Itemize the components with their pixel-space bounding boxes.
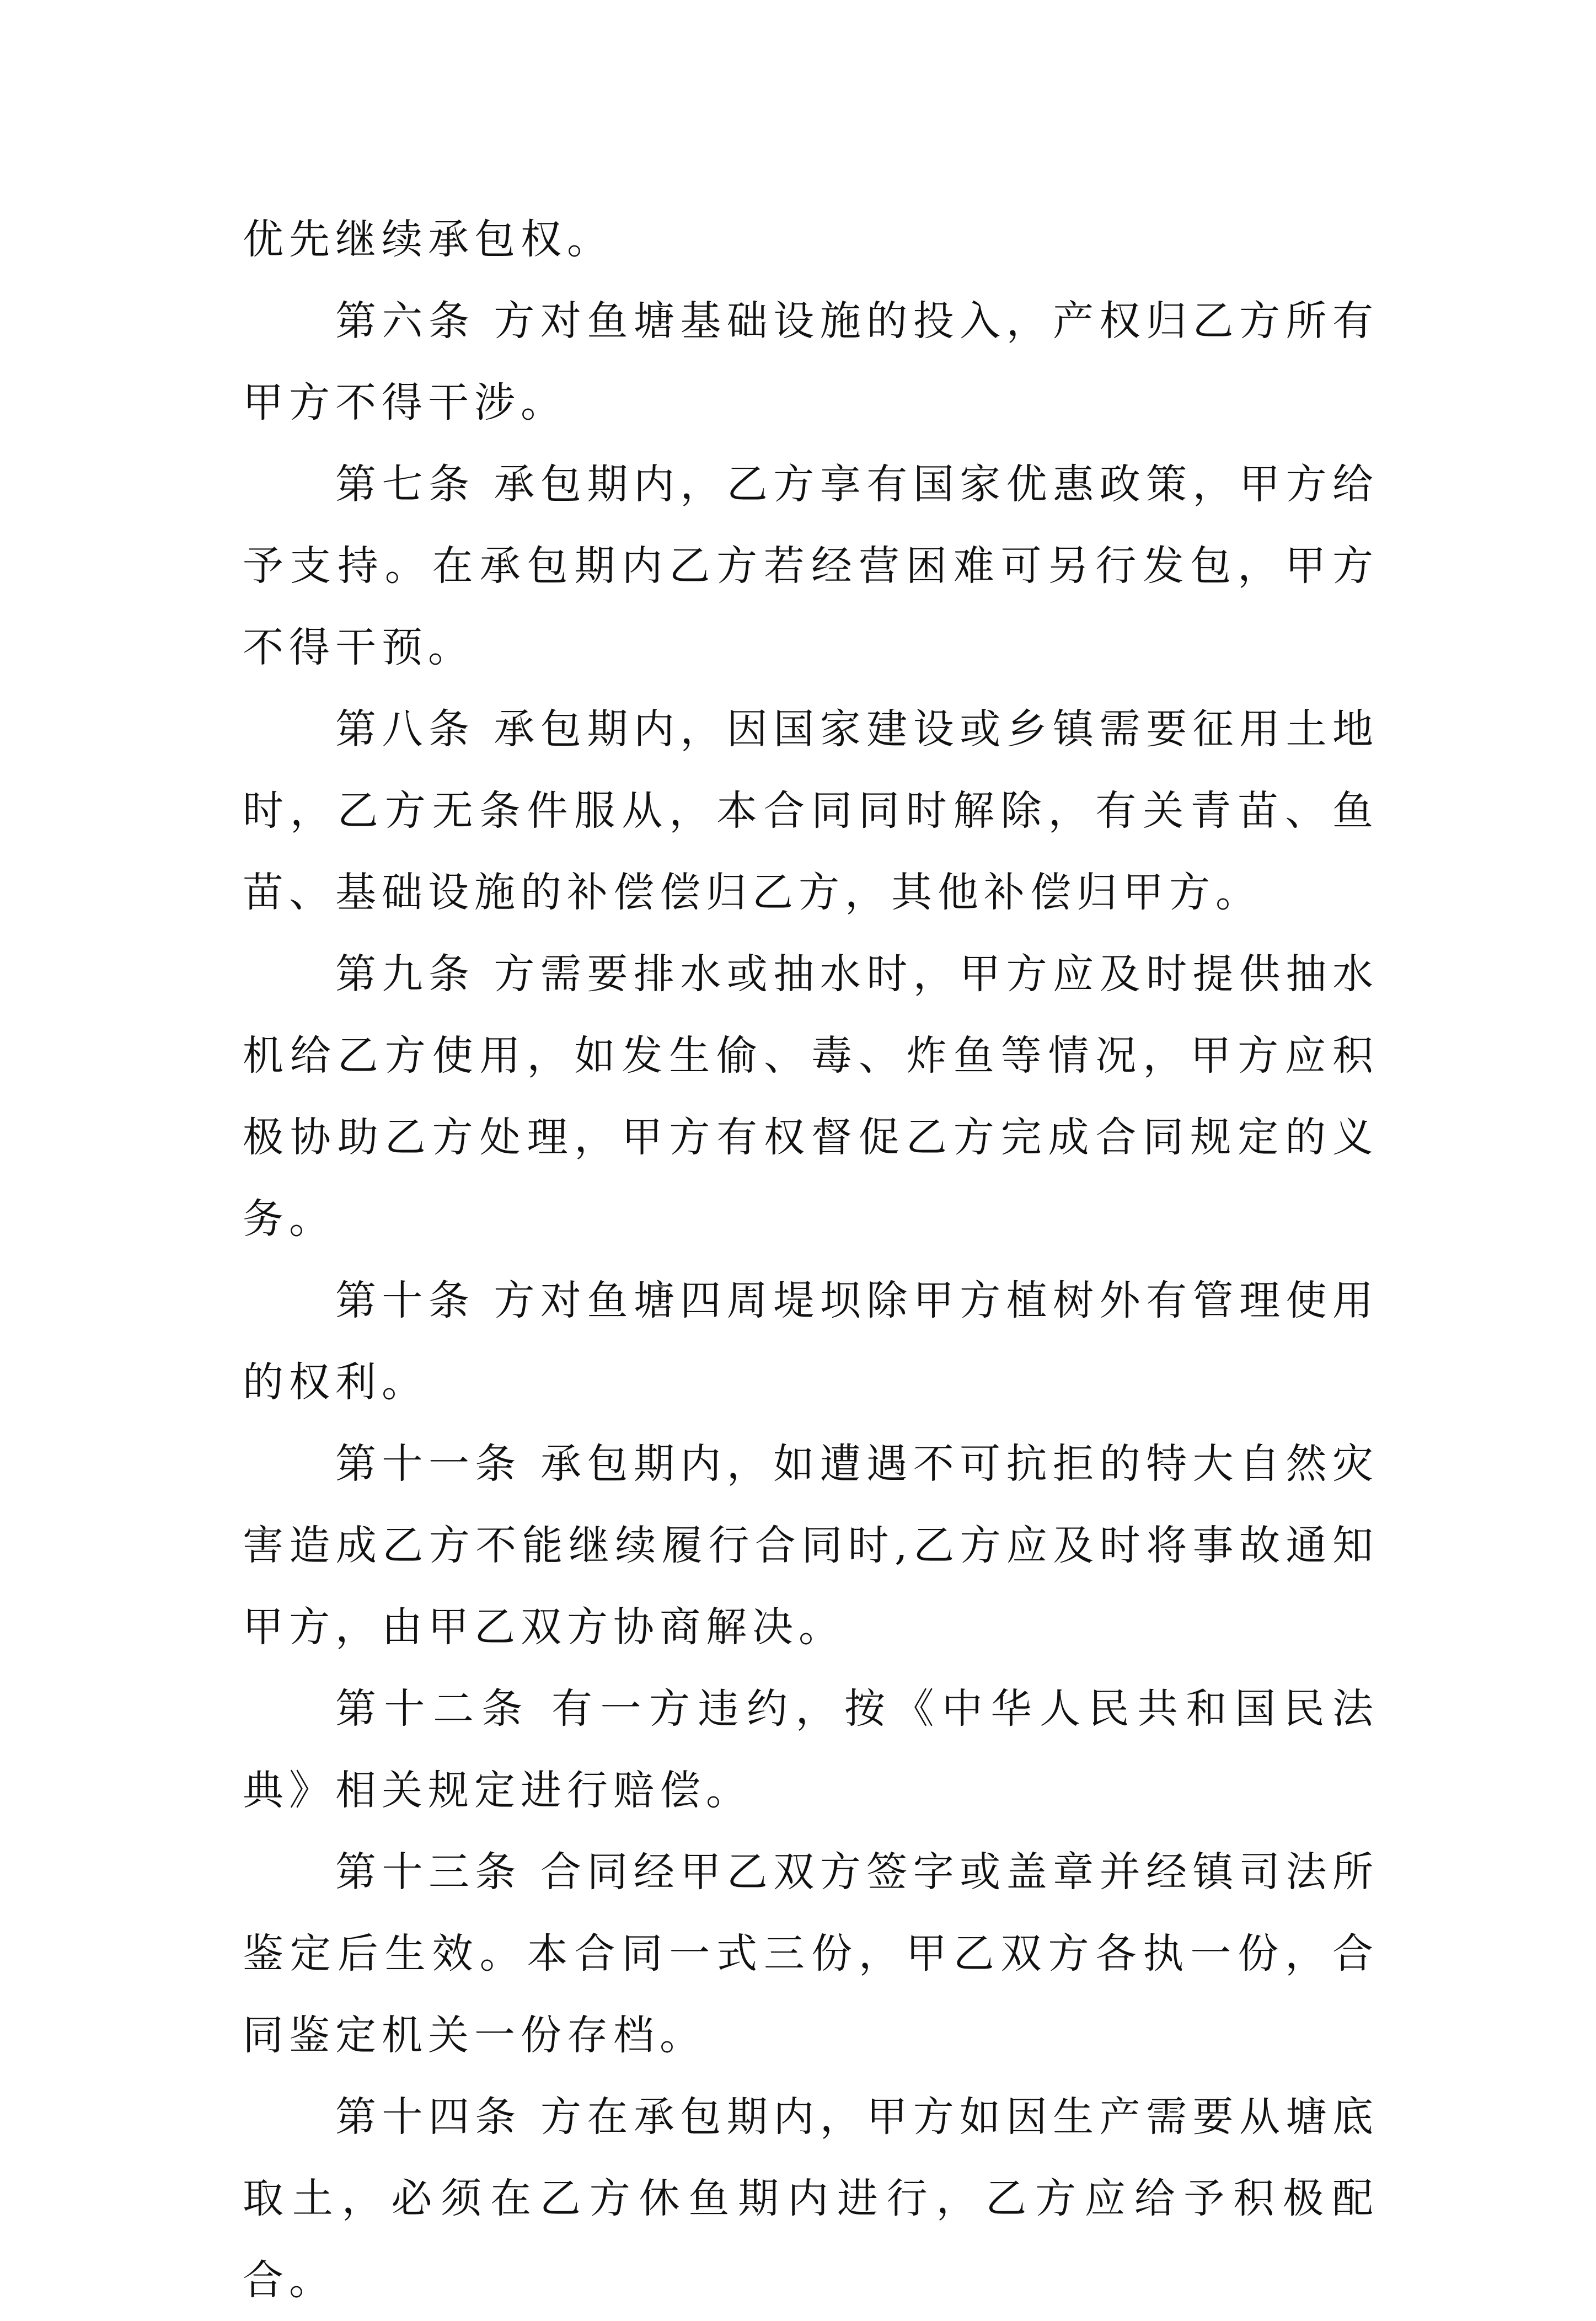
paragraph-continuation: 优先继续承包权。 [243, 216, 613, 263]
paragraph-article-13: 第十三条 合同经甲乙双方签字或盖章并经镇司法所鉴定后生效。本合同一式三份，甲乙双方各执一份，合同鉴定机关一份存档。 [243, 1848, 1379, 2059]
paragraph-article-8: 第八条 承包期内，因国家建设或乡镇需要征用土地时，乙方无条件服从，本合同同时解除，有关青苗、鱼苗、基础设施的补偿偿归乙方，其他补偿归甲方。 [243, 705, 1379, 916]
paragraph-article-6: 第六条 方对鱼塘基础设施的投入，产权归乙方所有甲方不得干涉。 [243, 297, 1379, 426]
document-page [243, 199, 1379, 2321]
paragraph-article-14: 第十四条 方在承包期内，甲方如因生产需要从塘底取土，必须在乙方休鱼期内进行，乙方应给予积极配合。 [243, 2093, 1379, 2304]
paragraph-article-12: 第十二条 有一方违约，按《中华人民共和国民法典》相关规定进行赔偿。 [243, 1685, 1379, 1814]
paragraph-article-7: 第七条 承包期内，乙方享有国家优惠政策，甲方给予支持。在承包期内乙方若经营困难可另行发包，甲方不得干预。 [243, 461, 1379, 671]
paragraph-article-10: 第十条 方对鱼塘四周堤坝除甲方植树外有管理使用的权利。 [243, 1277, 1379, 1406]
paragraph-article-9: 第九条 方需要排水或抽水时，甲方应及时提供抽水机给乙方使用，如发生偷、毒、炸鱼等情况，甲方应积极协助乙方处理，甲方有权督促乙方完成合同规定的义务。 [243, 950, 1379, 1243]
paragraph-article-11: 第十一条 承包期内，如遭遇不可抗拒的特大自然灾害造成乙方不能继续履行合同时,乙方应及时将事故通知甲方，由甲乙双方协商解决。 [243, 1440, 1379, 1651]
